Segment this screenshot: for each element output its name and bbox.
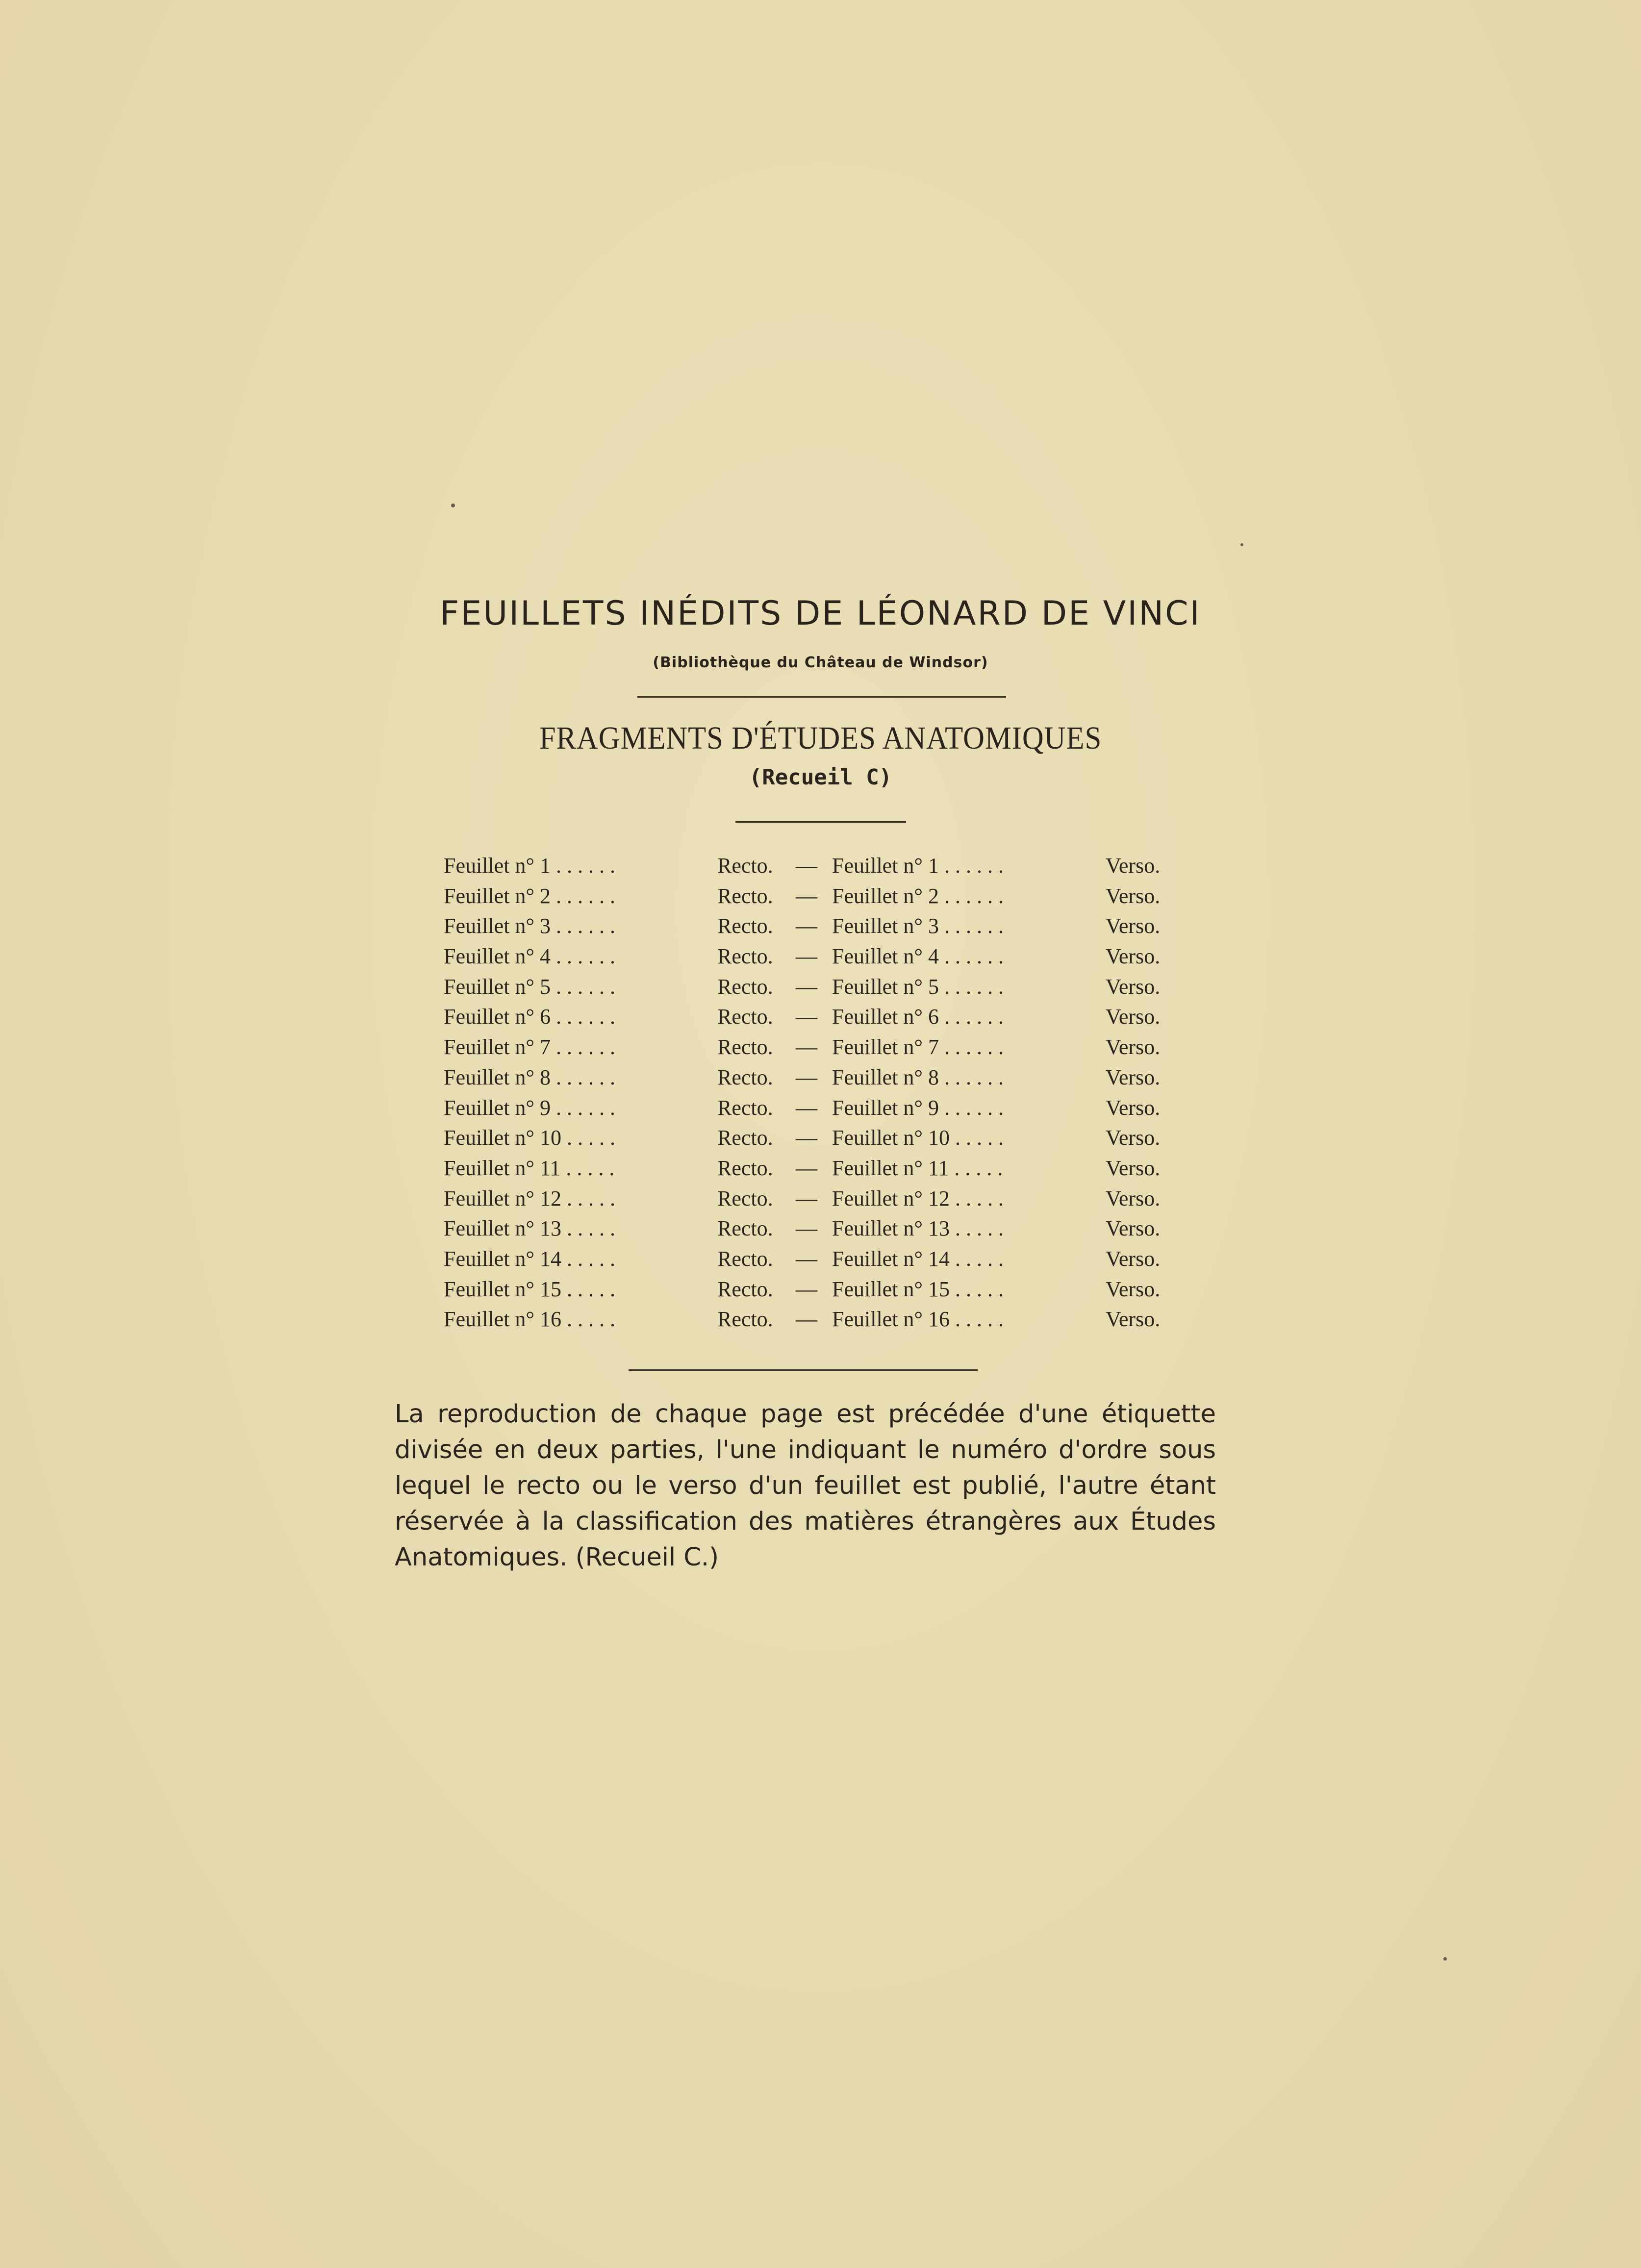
recto-label: Recto. — [717, 854, 773, 878]
leaf-left-label: Feuillet n° 2 . . . . . . — [444, 883, 616, 908]
leaf-right-label: Feuillet n° 13 . . . . . — [832, 1216, 1004, 1241]
main-subtitle: (Bibliothèque du Château de Windsor) — [653, 654, 988, 671]
leaf-left-label: Feuillet n° 16 . . . . . — [444, 1307, 616, 1332]
dash-separator: — — [796, 1186, 817, 1210]
recto-label: Recto. — [717, 1126, 773, 1150]
leaf-right-label: Feuillet n° 9 . . . . . . — [832, 1095, 1004, 1120]
leaf-left-label: Feuillet n° 6 . . . . . . — [444, 1005, 616, 1029]
list-item — [444, 853, 1174, 883]
recto-label: Recto. — [717, 1005, 773, 1029]
list-item — [444, 1125, 1174, 1156]
leaf-right-label: Feuillet n° 12 . . . . . — [832, 1186, 1004, 1210]
list-item — [444, 1034, 1174, 1065]
dash-separator: — — [796, 914, 817, 938]
verso-label: Verso. — [1106, 1216, 1161, 1241]
main-title: FEUILLETS INÉDITS DE LÉONARD DE VINCI — [440, 594, 1201, 633]
dash-separator: — — [796, 1246, 817, 1271]
paper-speck — [1240, 543, 1243, 546]
recto-label: Recto. — [717, 1095, 773, 1120]
dash-separator: — — [796, 974, 817, 999]
leaf-left-label: Feuillet n° 4 . . . . . . — [444, 944, 616, 969]
paper-speck — [1443, 1957, 1447, 1961]
recto-label: Recto. — [717, 1186, 773, 1210]
verso-label: Verso. — [1106, 944, 1161, 969]
list-item — [444, 974, 1174, 1005]
recto-label: Recto. — [717, 1307, 773, 1332]
verso-label: Verso. — [1106, 1307, 1161, 1332]
dash-separator: — — [796, 1216, 817, 1241]
recto-label: Recto. — [717, 1216, 773, 1241]
list-item — [444, 1186, 1174, 1216]
paper-speck — [451, 504, 455, 507]
leaf-left-label: Feuillet n° 1 . . . . . . — [444, 854, 616, 878]
dash-separator: — — [796, 1065, 817, 1089]
recto-label: Recto. — [717, 1065, 773, 1089]
verso-label: Verso. — [1106, 914, 1161, 938]
leaf-left-label: Feuillet n° 11 . . . . . — [444, 1156, 615, 1180]
recto-label: Recto. — [717, 914, 773, 938]
list-item — [444, 1216, 1174, 1246]
list-item — [444, 1065, 1174, 1095]
leaf-left-label: Feuillet n° 14 . . . . . — [444, 1246, 616, 1271]
dash-separator: — — [796, 883, 817, 908]
list-item — [444, 1246, 1174, 1277]
divider-rule — [637, 696, 1006, 698]
verso-label: Verso. — [1106, 1277, 1161, 1301]
leaf-right-label: Feuillet n° 1 . . . . . . — [832, 854, 1004, 878]
leaf-right-label: Feuillet n° 5 . . . . . . — [832, 974, 1004, 999]
leaf-left-label: Feuillet n° 10 . . . . . — [444, 1126, 616, 1150]
verso-label: Verso. — [1106, 974, 1161, 999]
leaf-right-label: Feuillet n° 11 . . . . . — [832, 1156, 1003, 1180]
dash-separator: — — [796, 944, 817, 969]
recto-label: Recto. — [717, 974, 773, 999]
list-item — [444, 883, 1174, 914]
dash-separator: — — [796, 1156, 817, 1180]
body-paragraph: La reproduction de chaque page est précédée d'une étiquette divisée en deux parties, l'une indiquant le numéro d'ordre sous lequel le recto ou le verso d'un feuillet est publié, l'autre étant réservée à la classification des matières étrangères aux Études Anatomiques. (Recueil C.) — [395, 1400, 1216, 1572]
leaf-left-label: Feuillet n° 8 . . . . . . — [444, 1065, 616, 1089]
verso-label: Verso. — [1106, 1035, 1161, 1059]
leaf-right-label: Feuillet n° 15 . . . . . — [832, 1277, 1004, 1301]
leaf-right-label: Feuillet n° 3 . . . . . . — [832, 914, 1004, 938]
verso-label: Verso. — [1106, 1005, 1161, 1029]
leaf-right-label: Feuillet n° 8 . . . . . . — [832, 1065, 1004, 1089]
dash-separator: — — [796, 1277, 817, 1301]
dash-separator: — — [796, 1126, 817, 1150]
verso-label: Verso. — [1106, 854, 1161, 878]
leaf-right-label: Feuillet n° 6 . . . . . . — [832, 1005, 1004, 1029]
list-item — [444, 1156, 1174, 1186]
section-title: FRAGMENTS D'ÉTUDES ANATOMIQUES — [539, 720, 1102, 756]
dash-separator: — — [796, 1035, 817, 1059]
verso-label: Verso. — [1106, 1186, 1161, 1210]
leaf-left-label: Feuillet n° 15 . . . . . — [444, 1277, 616, 1301]
section-subtitle: (Recueil C) — [749, 765, 892, 790]
recto-label: Recto. — [717, 883, 773, 908]
leaf-list — [444, 853, 1174, 1337]
dash-separator: — — [796, 854, 817, 878]
list-item — [444, 913, 1174, 944]
leaf-right-label: Feuillet n° 10 . . . . . — [832, 1126, 1004, 1150]
verso-label: Verso. — [1106, 1156, 1161, 1180]
verso-label: Verso. — [1106, 1246, 1161, 1271]
verso-label: Verso. — [1106, 883, 1161, 908]
dash-separator: — — [796, 1095, 817, 1120]
leaf-right-label: Feuillet n° 2 . . . . . . — [832, 883, 1004, 908]
recto-label: Recto. — [717, 1246, 773, 1271]
list-item — [444, 944, 1174, 974]
leaf-left-label: Feuillet n° 12 . . . . . — [444, 1186, 616, 1210]
leaf-left-label: Feuillet n° 5 . . . . . . — [444, 974, 616, 999]
leaf-right-label: Feuillet n° 14 . . . . . — [832, 1246, 1004, 1271]
recto-label: Recto. — [717, 1277, 773, 1301]
recto-label: Recto. — [717, 944, 773, 969]
divider-rule — [629, 1369, 978, 1371]
list-item — [444, 1277, 1174, 1307]
leaf-left-label: Feuillet n° 13 . . . . . — [444, 1216, 616, 1241]
leaf-left-label: Feuillet n° 9 . . . . . . — [444, 1095, 616, 1120]
verso-label: Verso. — [1106, 1065, 1161, 1089]
leaf-right-label: Feuillet n° 7 . . . . . . — [832, 1035, 1004, 1059]
recto-label: Recto. — [717, 1035, 773, 1059]
list-item — [444, 1095, 1174, 1126]
divider-rule — [735, 821, 906, 823]
leaf-right-label: Feuillet n° 4 . . . . . . — [832, 944, 1004, 969]
leaf-left-label: Feuillet n° 3 . . . . . . — [444, 914, 616, 938]
dash-separator: — — [796, 1307, 817, 1332]
list-item — [444, 1004, 1174, 1034]
leaf-left-label: Feuillet n° 7 . . . . . . — [444, 1035, 616, 1059]
verso-label: Verso. — [1106, 1095, 1161, 1120]
recto-label: Recto. — [717, 1156, 773, 1180]
leaf-right-label: Feuillet n° 16 . . . . . — [832, 1307, 1004, 1332]
verso-label: Verso. — [1106, 1126, 1161, 1150]
list-item — [444, 1307, 1174, 1337]
dash-separator: — — [796, 1005, 817, 1029]
